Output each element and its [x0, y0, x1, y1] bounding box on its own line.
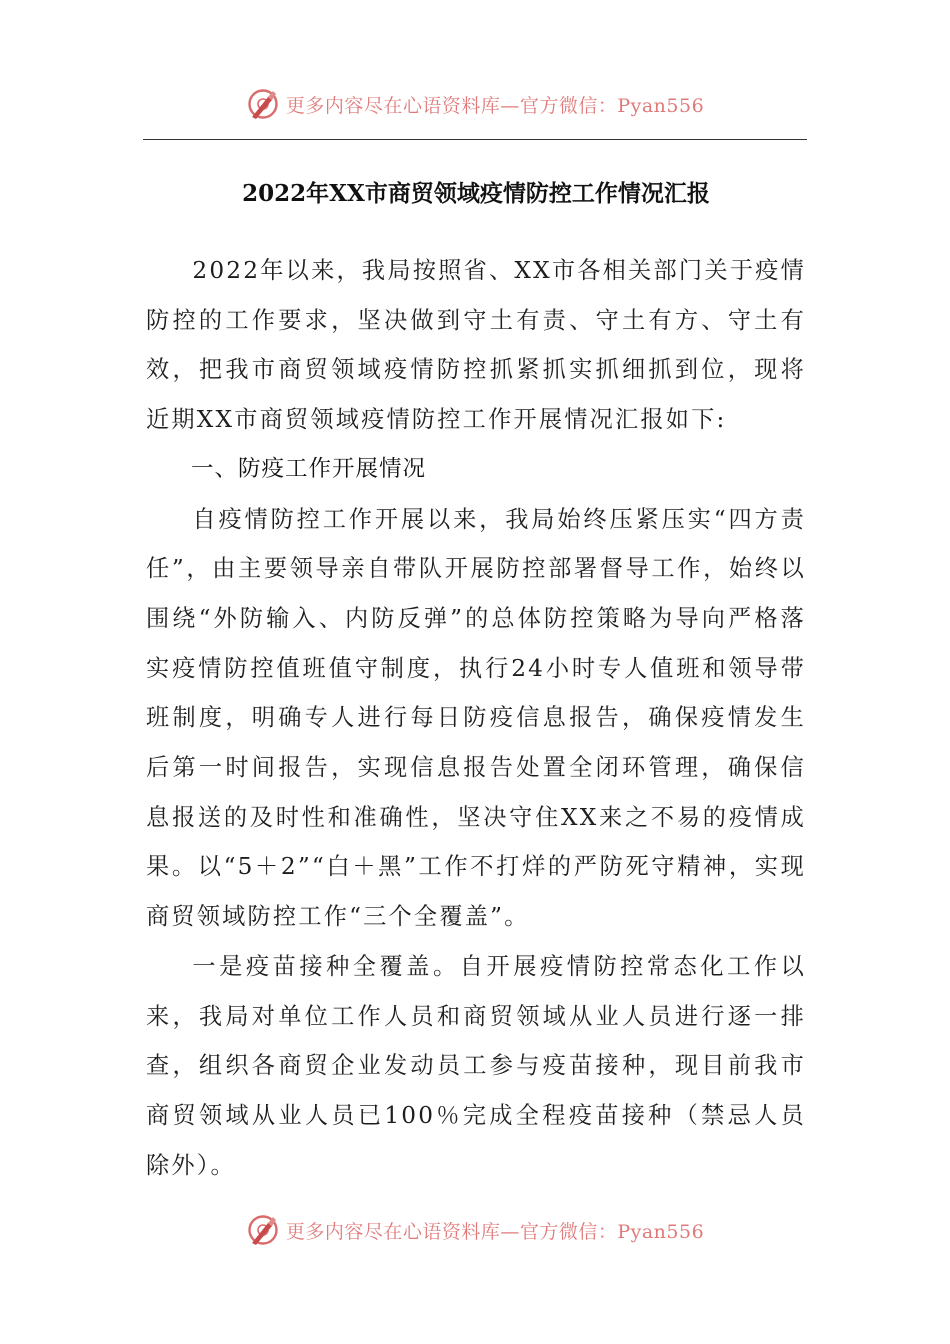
body-paragraph: 自疫情防控工作开展以来，我局始终压紧压实“四方责任”，由主要领导亲自带队开展防控部署督导工作，始终以围绕“外防输入、内防反弹”的总体防控策略为导向严格落实疫情防控值班值守制度，执行24小时专人值班和领导带班制度，明确专人进行每日防疫信息报告，确保疫情发生后第一时间报告，实现信息报告处置全闭环管理，确保信息报送的及时性和准确性，坚决守住XX来之不易的疫情成果。以“5＋2”“白＋黑”工作不打烊的严防死守精神，实现商贸领域防控工作“三个全覆盖”。 — [146, 505, 806, 931]
intro-paragraph: 2022年以来，我局按照省、XX市各相关部门关于疫情防控的工作要求，坚决做到守土有责、守土有方、守土有效，把我市商贸领域疫情防控抓紧抓实抓细抓到位，现将近期XX市商贸领域疫情防控工作开展情况汇报如下: — [146, 257, 806, 434]
pen-in-circle-icon — [246, 87, 280, 121]
pen-in-circle-icon — [246, 1213, 280, 1247]
watermark-text: 更多内容尽在心语资料库—官方微信：Pyan556 — [285, 1220, 705, 1243]
watermark-banner-top — [0, 82, 950, 126]
section-heading: 一、防疫工作开展情况 — [191, 455, 427, 482]
document-title: 2022年XX市商贸领域疫情防控工作情况汇报 — [242, 180, 710, 207]
document-content — [146, 168, 806, 1190]
watermark-text: 更多内容尽在心语资料库—官方微信：Pyan556 — [285, 94, 705, 117]
watermark-banner-bottom — [0, 1208, 950, 1252]
header-divider — [143, 139, 807, 140]
body-paragraph: 一是疫苗接种全覆盖。自开展疫情防控常态化工作以来，我局对单位工作人员和商贸领域从业人员进行逐一排查，组织各商贸企业发动员工参与疫苗接种，现目前我市商贸领域从业人员已100％完成全程疫苗接种（禁忌人员除外）。 — [146, 952, 806, 1179]
document-body — [146, 246, 806, 1190]
